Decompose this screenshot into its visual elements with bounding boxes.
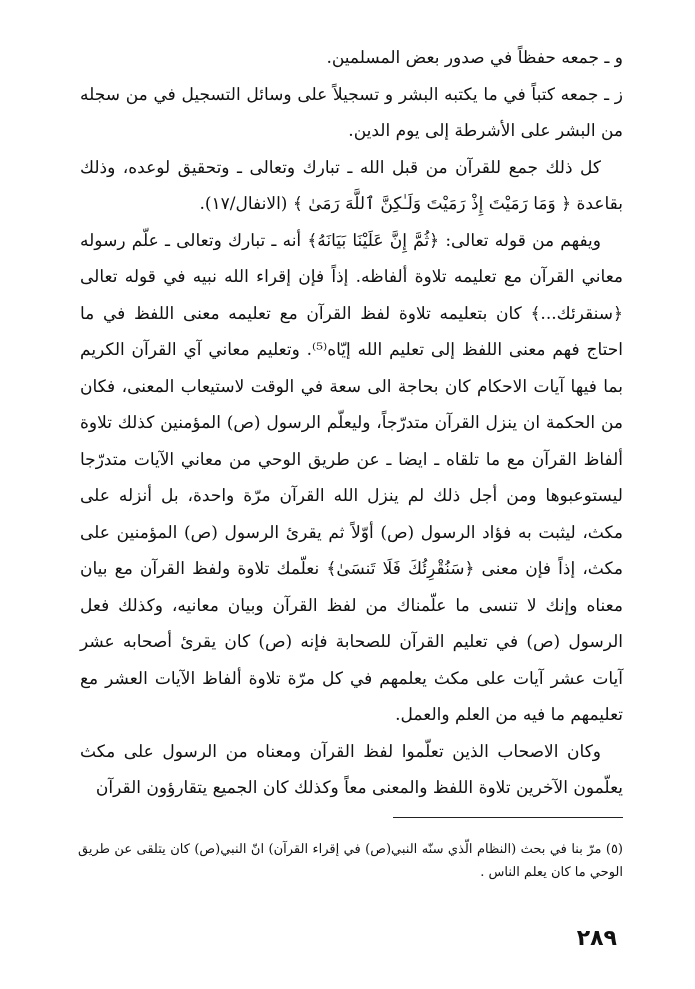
paragraph-4: ويفهم من قوله تعالى: ﴿ثُمَّ إِنَّ عَلَيْنَا بَيَانَهُ﴾ أنه ـ تبارك وتعالى ـ علّم رسوله معاني القرآن مع تعليمه تلاوة ألفاظه. إذاً فإن إقراء الله نبيه في قوله تعالى ﴿سنقرئك...﴾ كان بتعليمه تلاوة لفظ القرآن مع تعليمه معنى اللفظ في ما احتاج فهم معنى اللفظ إلى تعليم الله إيّاه⁽⁵⁾. وتعليم معاني آي القرآن الكريم بما فيها آيات الاحكام كان بحاجة الى سعة في الوقت لاستيعاب المعنى، فكان من الحكمة ان ينزل القرآن متدرّجاً، وليعلّم الرسول (ص) المؤمنين كذلك تلاوة ألفاظ القرآن مع ما تلقاه ـ ايضا ـ عن طريق الوحي من معاني الآيات متدرّجا ليستوعبوها ومن أجل ذلك لم ينزل الله القرآن مرّة واحدة، بل أنزله على مكث، ليثبت به فؤاد الرسول (ص) أوّلاً ثم يقرئ الرسول (ص) المؤمنين على مكث، إذاً فإن معنى ﴿سَنُقْرِئُكَ فَلَا تَنسَىٰ﴾ نعلّمك تلاوة ولفظ القرآن مع بيان معناه وإنك لا تنسى ما علّمناك من لفظ القرآن وبيان معانيه، وكذلك فعل الرسول (ص) في تعليم القرآن للصحابة فإنه (ص) كان يقرئ أصحابه عشر آيات عشر آيات على مكث يعلمهم في كل مرّة تلاوة ألفاظ الآيات العشر مع تعليمهم ما فيه من العلم والعمل.: [80, 230, 623, 725]
footnote-divider: [393, 817, 623, 818]
footnote: [78, 838, 623, 884]
footnote-text: (٥) مرّ بنا في بحث (النظام الّذي سنّه النبي(ص) في إقراء القرآن) انّ النبي(ص) كان يتلقى عن طريق الوحي ما كان يعلم الناس .: [78, 842, 623, 880]
paragraph-3: كل ذلك جمع للقرآن من قبل الله ـ تبارك وتعالى ـ وتحقيق لوعده، وذلك بقاعدة ﴿ وَمَا رَمَيْتَ إِذْ رَمَيْتَ وَلَـٰكِنَّ ٱللَّهَ رَمَىٰ ﴾ (الانفال/١٧).: [80, 157, 623, 214]
paragraph-1: و ـ جمعه حفظاً في صدور بعض المسلمين.: [326, 48, 623, 68]
paragraph-2: ز ـ جمعه كتباً في ما يكتبه البشر و تسجيلاً على وسائل التسجيل في من سجله من البشر على الأشرطة إلى يوم الدين.: [80, 84, 623, 141]
paragraph-5: وكان الاصحاب الذين تعلّموا لفظ القرآن ومعناه من الرسول على مكث يعلّمون الآخرين تلاوة اللفظ والمعنى معاً وكذلك كان الجميع يتقارؤون القرآن: [80, 741, 623, 798]
main-text: [80, 40, 623, 807]
page-number: ٢٨٩: [576, 926, 617, 951]
